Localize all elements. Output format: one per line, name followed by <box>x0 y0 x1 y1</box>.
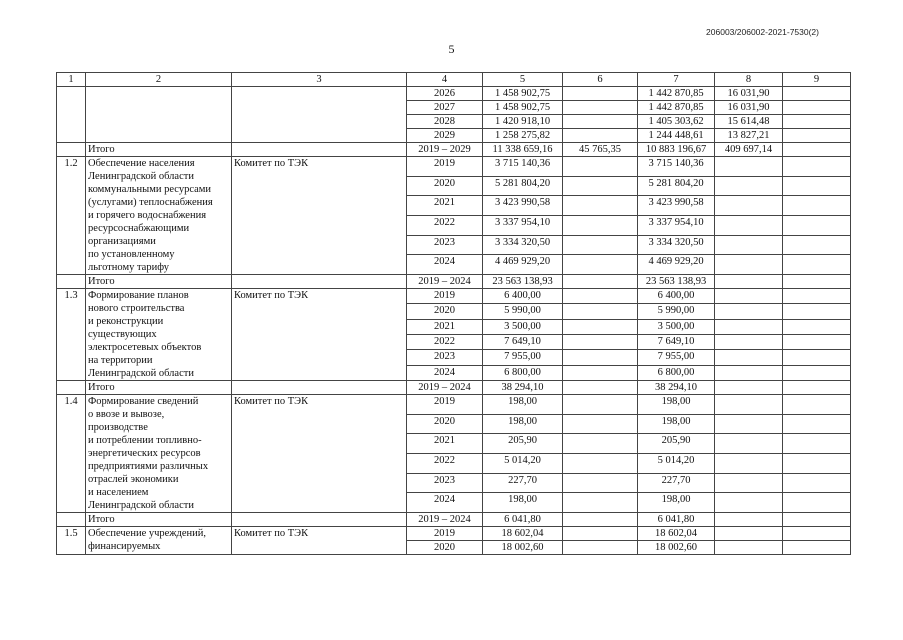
page-number: 5 <box>448 42 455 56</box>
total-value-col7: 10 883 196,67 <box>638 143 715 157</box>
row-value-col7: 205,90 <box>638 434 715 454</box>
row-year: 2020 <box>407 541 483 555</box>
row-value-col6 <box>563 304 638 319</box>
item-name: Обеспечение учреждений, финансируемых <box>86 527 232 555</box>
row-value-col7: 7 955,00 <box>638 350 715 365</box>
total-label: Итого <box>86 143 232 157</box>
row-year: 2027 <box>407 101 483 115</box>
row-value-col9 <box>783 434 851 454</box>
row-year: 2021 <box>407 434 483 454</box>
total-value-col6 <box>563 513 638 527</box>
total-value-col5: 38 294,10 <box>483 381 563 395</box>
row-value-col9 <box>783 176 851 196</box>
column-header: 2 <box>86 73 232 87</box>
column-header-row <box>57 73 851 87</box>
row-value-col7: 3 500,00 <box>638 319 715 334</box>
document-id: 206003/206002-2021-7530(2) <box>706 27 819 37</box>
row-value-col5: 198,00 <box>483 395 563 415</box>
total-row <box>57 143 851 157</box>
row-value-col5: 3 500,00 <box>483 319 563 334</box>
row-value-col7: 3 715 140,36 <box>638 157 715 177</box>
row-value-col5: 1 420 918,10 <box>483 115 563 129</box>
total-value-col7: 38 294,10 <box>638 381 715 395</box>
row-value-col6 <box>563 473 638 493</box>
total-spacer <box>57 275 86 289</box>
row-value-col6 <box>563 319 638 334</box>
row-value-col8: 16 031,90 <box>715 87 783 101</box>
total-spacer <box>57 513 86 527</box>
row-value-col5: 6 800,00 <box>483 365 563 380</box>
row-year: 2026 <box>407 87 483 101</box>
row-value-col7: 3 337 954,10 <box>638 215 715 235</box>
row-year: 2028 <box>407 115 483 129</box>
total-value-col8 <box>715 381 783 395</box>
row-value-col7: 198,00 <box>638 395 715 415</box>
row-value-col6 <box>563 196 638 216</box>
row-value-col9 <box>783 87 851 101</box>
table-row <box>57 289 851 304</box>
total-year: 2019 – 2024 <box>407 381 483 395</box>
row-value-col9 <box>783 101 851 115</box>
row-year: 2022 <box>407 215 483 235</box>
total-label: Итого <box>86 513 232 527</box>
row-year: 2019 <box>407 157 483 177</box>
row-value-col8 <box>715 453 783 473</box>
row-year: 2022 <box>407 453 483 473</box>
row-value-col7: 227,70 <box>638 473 715 493</box>
row-value-col8 <box>715 289 783 304</box>
row-value-col7: 3 423 990,58 <box>638 196 715 216</box>
row-value-col9 <box>783 414 851 434</box>
total-value-col7: 6 041,80 <box>638 513 715 527</box>
total-value-col9 <box>783 275 851 289</box>
row-value-col8 <box>715 176 783 196</box>
row-value-col8 <box>715 215 783 235</box>
row-value-col7: 3 334 320,50 <box>638 235 715 255</box>
row-value-col6 <box>563 365 638 380</box>
row-value-col7: 18 602,04 <box>638 527 715 541</box>
table-row <box>57 157 851 177</box>
total-value-col8: 409 697,14 <box>715 143 783 157</box>
item-executor: Комитет по ТЭК <box>232 527 407 555</box>
table-row <box>57 87 851 101</box>
total-row <box>57 381 851 395</box>
row-value-col9 <box>783 319 851 334</box>
total-value-col9 <box>783 513 851 527</box>
total-year: 2019 – 2024 <box>407 513 483 527</box>
total-spacer <box>232 513 407 527</box>
row-value-col8 <box>715 235 783 255</box>
row-value-col5: 3 423 990,58 <box>483 196 563 216</box>
row-value-col7: 5 990,00 <box>638 304 715 319</box>
row-value-col6 <box>563 215 638 235</box>
row-value-col7: 198,00 <box>638 414 715 434</box>
row-year: 2020 <box>407 304 483 319</box>
row-value-col8 <box>715 365 783 380</box>
row-value-col8 <box>715 541 783 555</box>
row-value-col6 <box>563 395 638 415</box>
total-value-col8 <box>715 513 783 527</box>
row-value-col6 <box>563 129 638 143</box>
column-header: 3 <box>232 73 407 87</box>
row-value-col8 <box>715 196 783 216</box>
total-value-col8 <box>715 275 783 289</box>
row-value-col7: 198,00 <box>638 493 715 513</box>
row-value-col8 <box>715 473 783 493</box>
row-value-col6 <box>563 101 638 115</box>
column-header: 1 <box>57 73 86 87</box>
row-value-col5: 7 955,00 <box>483 350 563 365</box>
total-label: Итого <box>86 381 232 395</box>
row-value-col9 <box>783 215 851 235</box>
total-label: Итого <box>86 275 232 289</box>
total-value-col5: 6 041,80 <box>483 513 563 527</box>
total-value-col9 <box>783 143 851 157</box>
row-value-col9 <box>783 115 851 129</box>
row-value-col5: 3 337 954,10 <box>483 215 563 235</box>
row-value-col9 <box>783 453 851 473</box>
row-value-col6 <box>563 434 638 454</box>
row-value-col6 <box>563 493 638 513</box>
row-value-col5: 1 458 902,75 <box>483 101 563 115</box>
row-value-col9 <box>783 157 851 177</box>
row-value-col7: 18 002,60 <box>638 541 715 555</box>
item-number: 1.3 <box>57 289 86 381</box>
row-year: 2023 <box>407 350 483 365</box>
row-value-col7: 4 469 929,20 <box>638 255 715 275</box>
row-value-col7: 1 244 448,61 <box>638 129 715 143</box>
item-name: Формирование планов нового строительства и реконструкции существующих электросетевых объектов на территории Ленинградской области <box>86 289 232 381</box>
row-value-col8 <box>715 334 783 349</box>
row-value-col6 <box>563 115 638 129</box>
row-year: 2023 <box>407 235 483 255</box>
row-value-col9 <box>783 196 851 216</box>
row-value-col7: 1 442 870,85 <box>638 87 715 101</box>
row-value-col9 <box>783 493 851 513</box>
row-value-col5: 3 715 140,36 <box>483 157 563 177</box>
row-value-col6 <box>563 255 638 275</box>
row-value-col8 <box>715 395 783 415</box>
row-value-col8 <box>715 157 783 177</box>
row-year: 2023 <box>407 473 483 493</box>
row-value-col6 <box>563 289 638 304</box>
row-value-col5: 1 258 275,82 <box>483 129 563 143</box>
row-value-col8: 15 614,48 <box>715 115 783 129</box>
item-number: 1.5 <box>57 527 86 555</box>
row-value-col5: 7 649,10 <box>483 334 563 349</box>
total-spacer <box>57 143 86 157</box>
row-year: 2019 <box>407 289 483 304</box>
row-value-col5: 5 281 804,20 <box>483 176 563 196</box>
total-spacer <box>232 275 407 289</box>
row-value-col5: 205,90 <box>483 434 563 454</box>
total-value-col6 <box>563 275 638 289</box>
row-value-col6 <box>563 235 638 255</box>
row-year: 2019 <box>407 527 483 541</box>
item-executor <box>232 87 407 143</box>
row-value-col8 <box>715 255 783 275</box>
column-header: 8 <box>715 73 783 87</box>
row-value-col7: 6 400,00 <box>638 289 715 304</box>
row-value-col9 <box>783 129 851 143</box>
total-row <box>57 513 851 527</box>
row-value-col8 <box>715 527 783 541</box>
column-header: 7 <box>638 73 715 87</box>
row-value-col6 <box>563 350 638 365</box>
row-year: 2024 <box>407 255 483 275</box>
column-header: 9 <box>783 73 851 87</box>
row-year: 2019 <box>407 395 483 415</box>
table-row <box>57 395 851 415</box>
row-value-col7: 1 442 870,85 <box>638 101 715 115</box>
row-value-col9 <box>783 235 851 255</box>
row-value-col7: 1 405 303,62 <box>638 115 715 129</box>
row-year: 2021 <box>407 196 483 216</box>
total-value-col7: 23 563 138,93 <box>638 275 715 289</box>
row-value-col8 <box>715 304 783 319</box>
row-value-col9 <box>783 334 851 349</box>
total-value-col6 <box>563 381 638 395</box>
total-value-col6: 45 765,35 <box>563 143 638 157</box>
table-row <box>57 527 851 541</box>
row-value-col9 <box>783 304 851 319</box>
row-value-col9 <box>783 289 851 304</box>
row-value-col8: 16 031,90 <box>715 101 783 115</box>
row-year: 2024 <box>407 493 483 513</box>
item-number <box>57 87 86 143</box>
row-value-col8 <box>715 319 783 334</box>
row-value-col6 <box>563 527 638 541</box>
column-header: 5 <box>483 73 563 87</box>
row-value-col9 <box>783 365 851 380</box>
row-year: 2021 <box>407 319 483 334</box>
row-value-col7: 5 014,20 <box>638 453 715 473</box>
row-value-col6 <box>563 334 638 349</box>
row-value-col9 <box>783 541 851 555</box>
total-value-col5: 11 338 659,16 <box>483 143 563 157</box>
row-year: 2020 <box>407 414 483 434</box>
table-body <box>57 87 851 555</box>
row-value-col6 <box>563 157 638 177</box>
row-value-col5: 5 990,00 <box>483 304 563 319</box>
row-value-col5: 5 014,20 <box>483 453 563 473</box>
total-spacer <box>57 381 86 395</box>
budget-table <box>56 72 851 555</box>
row-value-col8 <box>715 493 783 513</box>
total-value-col9 <box>783 381 851 395</box>
row-year: 2020 <box>407 176 483 196</box>
total-spacer <box>232 143 407 157</box>
row-value-col5: 4 469 929,20 <box>483 255 563 275</box>
row-value-col5: 198,00 <box>483 414 563 434</box>
total-row <box>57 275 851 289</box>
column-header: 4 <box>407 73 483 87</box>
item-executor: Комитет по ТЭК <box>232 157 407 275</box>
total-value-col5: 23 563 138,93 <box>483 275 563 289</box>
row-year: 2022 <box>407 334 483 349</box>
row-value-col7: 5 281 804,20 <box>638 176 715 196</box>
row-value-col9 <box>783 255 851 275</box>
item-name: Формирование сведений о ввозе и вывозе, производстве и потреблении топливно- энергетических ресурсов предприятиями различных отраслей экономики и населением Ленинградской области <box>86 395 232 513</box>
item-name: Обеспечение населения Ленинградской области коммунальными ресурсами (услугами) теплоснабжения и горячего водоснабжения ресурсоснабжающими организациями по установленному льготному тарифу <box>86 157 232 275</box>
row-value-col8 <box>715 350 783 365</box>
row-year: 2029 <box>407 129 483 143</box>
item-executor: Комитет по ТЭК <box>232 289 407 381</box>
row-value-col9 <box>783 527 851 541</box>
row-value-col5: 18 002,60 <box>483 541 563 555</box>
row-value-col6 <box>563 176 638 196</box>
row-value-col9 <box>783 395 851 415</box>
row-value-col5: 6 400,00 <box>483 289 563 304</box>
row-value-col6 <box>563 453 638 473</box>
row-value-col5: 18 602,04 <box>483 527 563 541</box>
total-year: 2019 – 2029 <box>407 143 483 157</box>
item-executor: Комитет по ТЭК <box>232 395 407 513</box>
row-value-col5: 3 334 320,50 <box>483 235 563 255</box>
row-value-col8: 13 827,21 <box>715 129 783 143</box>
row-value-col6 <box>563 541 638 555</box>
row-value-col6 <box>563 87 638 101</box>
total-spacer <box>232 381 407 395</box>
row-value-col6 <box>563 414 638 434</box>
row-value-col9 <box>783 350 851 365</box>
row-value-col5: 198,00 <box>483 493 563 513</box>
total-year: 2019 – 2024 <box>407 275 483 289</box>
row-value-col8 <box>715 414 783 434</box>
row-value-col7: 7 649,10 <box>638 334 715 349</box>
item-number: 1.4 <box>57 395 86 513</box>
row-value-col5: 227,70 <box>483 473 563 493</box>
item-name <box>86 87 232 143</box>
row-value-col8 <box>715 434 783 454</box>
row-value-col9 <box>783 473 851 493</box>
item-number: 1.2 <box>57 157 86 275</box>
row-year: 2024 <box>407 365 483 380</box>
row-value-col7: 6 800,00 <box>638 365 715 380</box>
row-value-col5: 1 458 902,75 <box>483 87 563 101</box>
column-header: 6 <box>563 73 638 87</box>
